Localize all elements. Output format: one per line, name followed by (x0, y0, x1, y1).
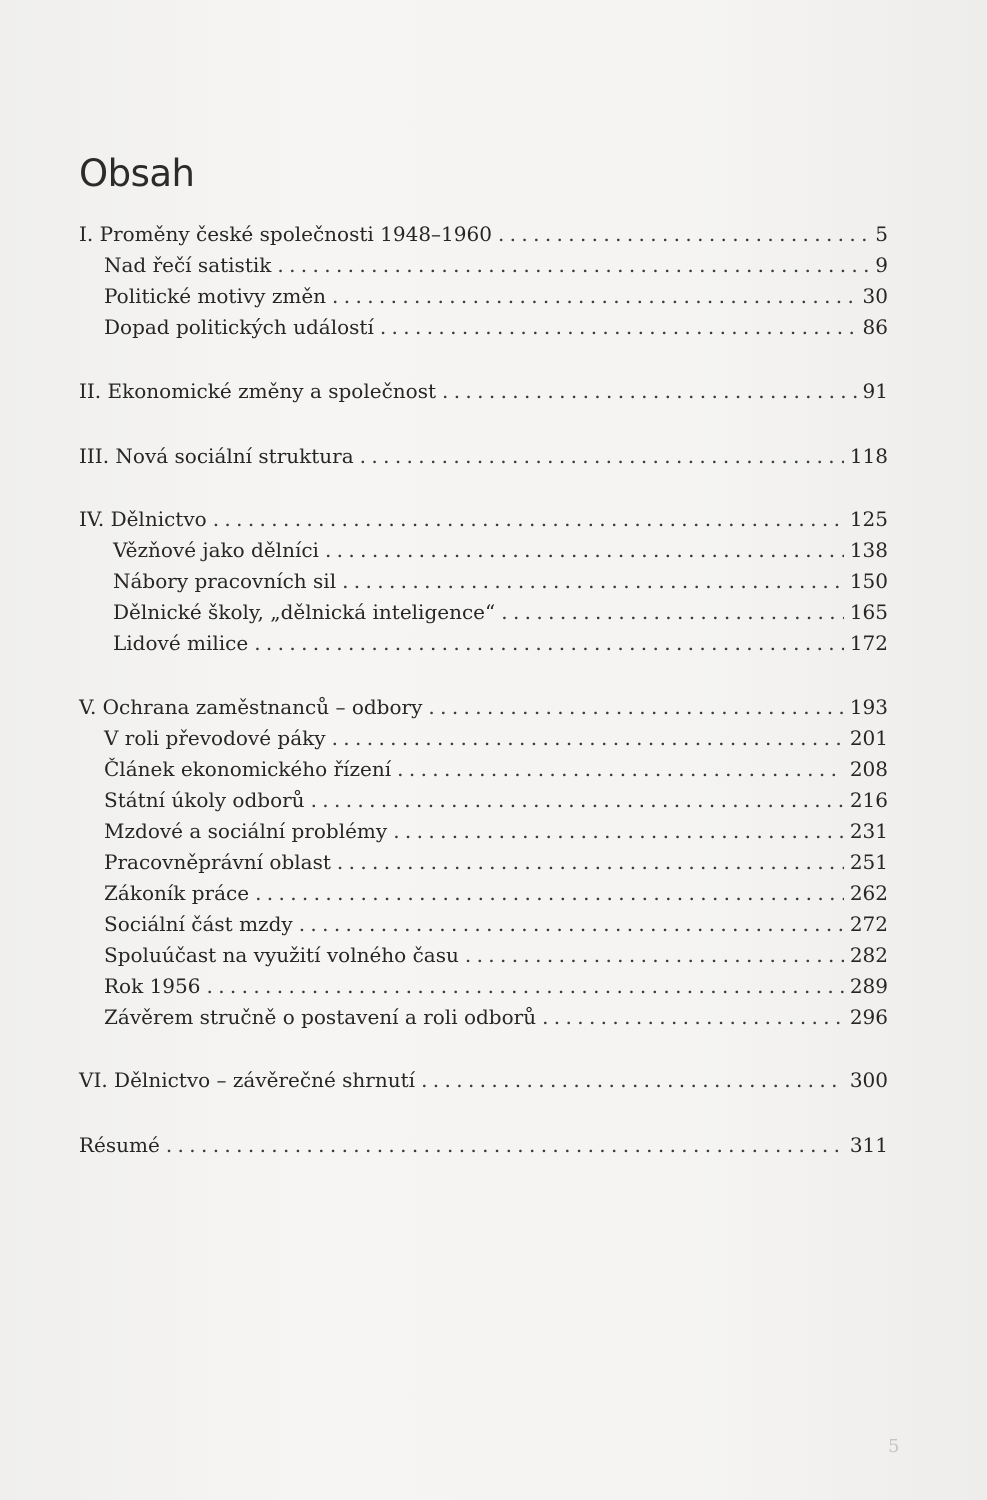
toc-entry-label: Spoluúčast na využití volného času (104, 943, 459, 967)
page-folio: 5 (888, 1436, 900, 1457)
toc-entry-section (79, 816, 888, 847)
dot-leader (442, 376, 857, 407)
toc-entry-section (79, 250, 888, 281)
toc-entry-section (79, 878, 888, 909)
toc-entry-label: Dopad politických událostí (104, 315, 374, 339)
dot-leader (428, 692, 843, 723)
toc-entry-page: 216 (849, 788, 888, 812)
toc-entry-section (79, 628, 888, 659)
dot-leader (255, 878, 844, 909)
toc-entry-section (79, 754, 888, 785)
toc-entry-page: 289 (849, 974, 888, 998)
dot-leader (498, 219, 869, 250)
toc-entry-page: 86 (862, 315, 888, 339)
toc-entry-section (79, 940, 888, 971)
dot-leader (421, 1065, 844, 1096)
dot-leader (213, 504, 844, 535)
toc-entry-section (79, 281, 888, 312)
dot-leader (206, 971, 843, 1002)
toc-entry-page: 118 (849, 444, 888, 468)
toc-entry-label: VI. Dělnictvo – závěrečné shrnutí (79, 1068, 416, 1092)
dot-leader (277, 250, 869, 281)
toc-entry-section (79, 785, 888, 816)
toc-entry-label: Lidové milice (113, 631, 249, 655)
toc-entry-page: 165 (849, 600, 888, 624)
toc-entry-section (79, 909, 888, 940)
dot-leader (332, 281, 857, 312)
toc-entry-label: III. Nová sociální struktura (79, 444, 354, 468)
toc-entry-label: I. Proměny české společnosti 1948–1960 (79, 222, 492, 246)
toc-entry-page: 150 (849, 569, 888, 593)
toc-entry-chapter-6 (79, 1065, 888, 1096)
toc-entry-page: 91 (862, 379, 888, 403)
toc-entry-page: 201 (849, 726, 888, 750)
dot-leader (332, 723, 844, 754)
toc-entry-section (79, 971, 888, 1002)
toc-entry-label: Státní úkoly odborů (104, 788, 305, 812)
dot-leader (166, 1130, 844, 1161)
toc-entry-label: Závěrem stručně o postavení a roli odborů (104, 1005, 537, 1029)
toc-entry-label: Vězňové jako dělníci (113, 538, 319, 562)
toc-entry-page: 5 (875, 222, 888, 246)
toc-entry-chapter-2 (79, 376, 888, 407)
dot-leader (380, 312, 857, 343)
dot-leader (360, 441, 844, 472)
toc-entry-chapter-1 (79, 219, 888, 250)
toc-entry-label: Rok 1956 (104, 974, 201, 998)
toc-entry-label: Článek ekonomického řízení (104, 757, 392, 781)
toc-entry-section (79, 566, 888, 597)
toc-entry-label: Zákoník práce (104, 881, 250, 905)
toc-entry-section (79, 312, 888, 343)
dot-leader (311, 785, 844, 816)
toc-entry-page: 208 (849, 757, 888, 781)
toc-entry-page: 30 (862, 284, 888, 308)
toc-entry-label: IV. Dělnictvo (79, 507, 207, 531)
toc-entry-page: 193 (849, 695, 888, 719)
toc-entry-section (79, 723, 888, 754)
toc-entry-page: 296 (849, 1005, 888, 1029)
toc-entry-label: Résumé (79, 1133, 160, 1157)
toc-entry-page: 300 (849, 1068, 888, 1092)
toc-entry-label: Nad řečí satistik (104, 253, 272, 277)
toc-entry-chapter-3 (79, 441, 888, 472)
dot-leader (337, 847, 844, 878)
toc-entry-page: 282 (849, 943, 888, 967)
dot-leader (299, 909, 844, 940)
toc-entry-page: 9 (875, 253, 888, 277)
dot-leader (342, 566, 844, 597)
toc-entry-page: 138 (849, 538, 888, 562)
toc-entry-label: Dělnické školy, „dělnická inteligence“ (113, 600, 496, 624)
toc-entry-label: Pracovněprávní oblast (104, 850, 331, 874)
dot-leader (393, 816, 844, 847)
toc-entry-resume (79, 1130, 888, 1161)
toc-entry-label: Sociální část mzdy (104, 912, 293, 936)
toc-entry-page: 125 (849, 507, 888, 531)
toc-entry-label: V. Ochrana zaměstnanců – odbory (79, 695, 423, 719)
page-title: Obsah (79, 152, 195, 195)
toc-entry-section (79, 597, 888, 628)
toc-entry-chapter-4 (79, 504, 888, 535)
dot-leader (501, 597, 844, 628)
dot-leader (542, 1002, 844, 1033)
toc-entry-page: 251 (849, 850, 888, 874)
dot-leader (325, 535, 844, 566)
toc-entry-section (79, 847, 888, 878)
toc-entry-label: II. Ekonomické změny a společnost (79, 379, 436, 403)
toc-entry-section (79, 535, 888, 566)
toc-entry-label: V roli převodové páky (104, 726, 326, 750)
toc-entry-chapter-5 (79, 692, 888, 723)
dot-leader (465, 940, 844, 971)
dot-leader (397, 754, 844, 785)
toc-entry-section (79, 1002, 888, 1033)
toc-entry-page: 272 (849, 912, 888, 936)
toc-entry-page: 311 (849, 1133, 888, 1157)
toc-entry-label: Politické motivy změn (104, 284, 327, 308)
toc-entry-page: 231 (849, 819, 888, 843)
toc-entry-page: 172 (849, 631, 888, 655)
toc-entry-label: Nábory pracovních sil (113, 569, 337, 593)
dot-leader (254, 628, 844, 659)
toc-entry-label: Mzdové a sociální problémy (104, 819, 388, 843)
toc-entry-page: 262 (849, 881, 888, 905)
